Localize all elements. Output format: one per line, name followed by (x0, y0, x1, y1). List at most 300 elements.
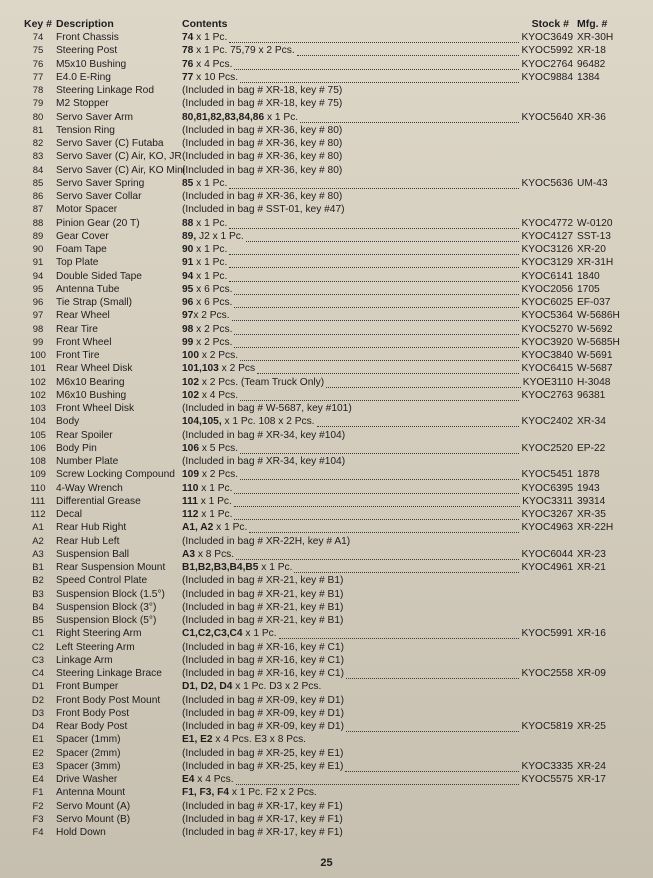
part-mfg-number: XR-18 (577, 45, 606, 57)
part-key: 91 (32, 257, 44, 269)
part-contents-cell (182, 522, 573, 533)
table-row (22, 270, 635, 283)
table-row (22, 323, 635, 336)
part-key: D1 (31, 681, 45, 693)
part-contents (182, 456, 345, 467)
part-contents-cell (182, 602, 573, 613)
part-key: F2 (32, 800, 44, 812)
part-description: Suspension Block (1.5°) (56, 588, 165, 600)
part-key: B5 (32, 615, 44, 627)
part-contents (182, 151, 342, 162)
table-row (22, 535, 635, 548)
part-description: Spacer (3mm) (56, 760, 121, 772)
part-contents-cell (182, 218, 573, 229)
part-contents (182, 165, 342, 176)
part-contents-quantity: x 2 Pcs. (193, 310, 230, 322)
table-row (22, 601, 635, 614)
part-description: Suspension Block (5°) (56, 615, 157, 627)
table-row (22, 455, 635, 468)
part-stock-number: KYOC5270 (521, 323, 573, 335)
part-contents-keys: E4 (182, 774, 195, 786)
part-contents-quantity: (Included in bag # XR-36, key # 80) (182, 164, 343, 176)
table-row (22, 773, 635, 786)
part-description: Front Body Post Mount (56, 694, 161, 706)
part-mfg-number: XR-20 (577, 244, 606, 256)
part-contents (182, 549, 234, 560)
header-mfg: Mfg. # (577, 18, 608, 30)
dotted-leader (229, 221, 519, 229)
part-contents-keys: 80,81,82,83,84,86 (182, 111, 265, 123)
table-row (22, 97, 635, 110)
part-stock-number: KYOE3110 (522, 376, 573, 388)
part-contents-cell (182, 774, 573, 785)
part-key: 78 (32, 85, 44, 97)
part-key: B4 (32, 601, 44, 613)
part-contents (182, 655, 344, 666)
part-contents-cell (182, 668, 573, 679)
part-mfg-number: XR-22H (577, 522, 614, 534)
part-contents (182, 734, 306, 745)
part-contents (182, 827, 343, 838)
part-key: 108 (30, 456, 46, 468)
part-contents-cell (182, 350, 573, 361)
part-key: 84 (32, 164, 44, 176)
part-contents-keys: 101,103 (182, 363, 219, 375)
part-key: 97 (32, 310, 44, 322)
part-contents (182, 350, 238, 361)
part-contents-cell (182, 85, 573, 96)
part-description: 4-Way Wrench (56, 482, 123, 494)
table-header (22, 14, 635, 30)
part-contents-quantity: (Included in bag # XR-25, key # E1) (182, 760, 344, 772)
part-contents (182, 363, 255, 374)
part-mfg-number: W-5687 (577, 363, 613, 375)
part-description: Right Steering Arm (56, 628, 142, 640)
table-row (22, 574, 635, 587)
part-contents-quantity: (Included in bag # XR-16, key # C1) (182, 654, 344, 666)
part-stock-number: KYOC4772 (521, 217, 573, 229)
part-contents (182, 562, 292, 573)
part-contents (182, 668, 344, 679)
part-contents-quantity: x 4 Pcs. (194, 774, 234, 786)
part-description: Front Body Post (56, 707, 130, 719)
table-row (22, 256, 635, 269)
part-contents-cell (182, 324, 573, 335)
part-key: 100 (30, 350, 46, 362)
part-stock-number: KYOC5636 (521, 177, 573, 189)
part-contents-quantity: (Included in bag # XR-09, key # D1) (182, 707, 344, 719)
table-row (22, 694, 635, 707)
part-mfg-number: XR-23 (577, 548, 606, 560)
header-description: Description (56, 18, 114, 30)
part-contents-keys: F1, F3, F4 (182, 787, 229, 799)
part-mfg-number: XR-21 (577, 562, 606, 574)
part-contents-cell (182, 655, 573, 666)
part-contents (182, 231, 244, 242)
part-contents-keys: 109 (182, 469, 199, 481)
part-key: B1 (32, 562, 44, 574)
part-contents-keys: 95 (182, 283, 194, 295)
part-contents-quantity: x 6 Pcs. (193, 283, 233, 295)
part-contents (182, 112, 298, 123)
part-contents-keys: 90 (182, 244, 194, 256)
part-key: 104 (30, 416, 46, 428)
part-contents-quantity: x 2 Pcs. (199, 469, 239, 481)
part-contents-keys: A1, A2 (182, 522, 214, 534)
part-description: Double Sided Tape (56, 270, 142, 282)
part-mfg-number: H-3048 (577, 376, 611, 388)
part-stock-number: KYOC5451 (521, 469, 573, 481)
part-contents (182, 310, 230, 321)
part-key: E2 (32, 747, 44, 759)
part-contents-quantity: (Included in bag # XR-17, key # F1) (182, 813, 343, 825)
part-contents-cell (182, 151, 573, 162)
part-description: Servo Mount (A) (56, 800, 131, 812)
dotted-leader (346, 724, 519, 732)
part-description: Steering Linkage Rod (56, 85, 154, 97)
part-contents-cell (182, 363, 573, 374)
part-mfg-number: UM-43 (577, 177, 608, 189)
part-contents-cell (182, 191, 573, 202)
part-contents-cell (182, 430, 573, 441)
part-contents (182, 271, 227, 282)
part-stock-number: KYOC5575 (521, 774, 573, 786)
part-description: Hold Down (56, 827, 106, 839)
part-contents-cell (182, 178, 573, 189)
part-contents (182, 748, 343, 759)
part-key: 74 (32, 32, 44, 44)
part-key: A2 (32, 535, 44, 547)
table-row (22, 415, 635, 428)
table-row (22, 111, 635, 124)
part-contents-quantity: x 6 Pcs. (193, 297, 233, 309)
part-description: Servo Saver Arm (56, 111, 133, 123)
part-description: Rear Wheel (56, 310, 110, 322)
table-row (22, 309, 635, 322)
header-contents: Contents (182, 18, 228, 30)
part-contents (182, 628, 277, 639)
table-row (22, 641, 635, 654)
part-contents (182, 774, 234, 785)
part-description: Servo Saver Collar (56, 191, 142, 203)
part-contents-quantity: (Included in bag # XR-34, key #104) (182, 456, 346, 468)
header-contents-cell (182, 18, 573, 30)
part-contents-cell (182, 787, 573, 798)
part-description: M2 Stopper (56, 98, 109, 110)
part-contents (182, 443, 238, 454)
part-key: 88 (32, 217, 44, 229)
part-mfg-number: XR-30H (577, 32, 614, 44)
part-contents-keys: D1, D2, D4 (182, 681, 233, 693)
part-contents (182, 761, 343, 772)
part-contents (182, 125, 342, 136)
part-key: 102 (30, 376, 46, 388)
part-contents (182, 416, 315, 427)
part-key: E4 (32, 774, 44, 786)
dotted-leader (249, 525, 519, 533)
part-contents-quantity: (Included in bag # XR-16, key # C1) (182, 641, 344, 653)
part-contents-quantity: x 1 Pc. (264, 111, 299, 123)
part-contents-keys: 102 (182, 389, 199, 401)
part-contents-quantity: x 2 Pcs. (193, 323, 233, 335)
part-contents-quantity: x 4 Pcs. E3 x 8 Pcs. (212, 734, 307, 746)
part-key: 87 (32, 204, 44, 216)
table-row (22, 561, 635, 574)
part-contents (182, 695, 344, 706)
part-contents (182, 814, 343, 825)
part-contents (182, 297, 232, 308)
part-contents-cell (182, 456, 573, 467)
part-description: Suspension Ball (56, 548, 130, 560)
part-contents (182, 536, 350, 547)
part-stock-number: KYOC3129 (521, 257, 573, 269)
part-contents-quantity: x 1 Pc. (242, 628, 277, 640)
part-contents-cell (182, 814, 573, 825)
part-contents-keys: 102 (182, 376, 199, 388)
part-key: 76 (32, 58, 44, 70)
table-row (22, 588, 635, 601)
part-contents-quantity: (Included in bag # XR-36, key # 80) (182, 124, 343, 136)
part-contents (182, 589, 343, 600)
part-contents-cell (182, 615, 573, 626)
part-description: M6x10 Bearing (56, 376, 125, 388)
part-stock-number: KYOC5819 (521, 721, 573, 733)
part-contents (182, 204, 345, 215)
part-key: A1 (32, 522, 44, 534)
part-mfg-number: 39314 (577, 495, 606, 507)
part-contents-keys: 94 (182, 270, 194, 282)
part-description: Antenna Tube (56, 283, 120, 295)
part-mfg-number: 96482 (577, 58, 606, 70)
part-contents-cell (182, 244, 573, 255)
dotted-leader (234, 287, 519, 295)
table-row (22, 58, 635, 71)
table-row (22, 760, 635, 773)
part-contents-quantity: x 1 Pc. (258, 562, 293, 574)
part-key: 75 (32, 45, 44, 57)
table-row (22, 548, 635, 561)
part-contents-quantity: J2 x 1 Pc. (196, 230, 244, 242)
part-contents-keys: 89, (182, 230, 197, 242)
part-contents (182, 178, 227, 189)
table-row (22, 826, 635, 839)
part-contents-cell (182, 708, 573, 719)
part-description: Rear Hub Right (56, 522, 127, 534)
part-contents-cell (182, 575, 573, 586)
dotted-leader (229, 181, 519, 189)
dotted-leader (229, 247, 519, 255)
part-mfg-number: XR-25 (577, 721, 606, 733)
part-contents (182, 191, 342, 202)
part-contents-cell (182, 377, 573, 388)
part-mfg-number: XR-17 (577, 774, 606, 786)
table-row (22, 707, 635, 720)
part-contents (182, 615, 343, 626)
part-description: Tie Strap (Small) (56, 297, 133, 309)
part-contents-quantity: (Included in bag # XR-36, key # 80) (182, 138, 343, 150)
table-row (22, 243, 635, 256)
dotted-leader (236, 777, 520, 785)
part-contents-quantity: x 4 Pcs. (199, 389, 239, 401)
part-contents-quantity: x 10 Pcs. (193, 71, 239, 83)
part-contents-cell (182, 509, 573, 520)
part-contents-cell (182, 72, 573, 83)
part-contents (182, 138, 342, 149)
dotted-leader (240, 75, 519, 83)
table-row (22, 468, 635, 481)
part-mfg-number: W-5692 (577, 323, 613, 335)
part-key: C3 (31, 654, 45, 666)
part-description: Linkage Arm (56, 654, 113, 666)
part-contents-quantity: x 2 Pcs. (199, 350, 239, 362)
part-contents-quantity: x 1 Pc. (193, 244, 228, 256)
dotted-leader (345, 764, 519, 772)
part-mfg-number: XR-09 (577, 668, 606, 680)
table-row (22, 614, 635, 627)
part-contents-cell (182, 257, 573, 268)
part-contents-cell (182, 443, 573, 454)
part-description: Left Steering Arm (56, 641, 135, 653)
part-contents-quantity: (Included in bag # XR-36, key # 80) (182, 151, 343, 163)
part-contents-cell (182, 536, 573, 547)
part-contents-quantity: x 1 Pc. (197, 495, 232, 507)
part-key: 79 (32, 98, 44, 110)
part-stock-number: KYOC6141 (521, 270, 573, 282)
part-contents-quantity: x 1 Pc. D3 x 2 Pcs. (232, 681, 322, 693)
dotted-leader (229, 260, 519, 268)
part-key: F3 (32, 813, 44, 825)
part-stock-number: KYOC2558 (521, 668, 573, 680)
part-contents (182, 642, 344, 653)
part-stock-number: KYOC5991 (521, 628, 573, 640)
part-mfg-number: W-5691 (577, 350, 613, 362)
part-contents-keys: 106 (182, 442, 199, 454)
part-key: E1 (32, 734, 44, 746)
part-description: Motor Spacer (56, 204, 118, 216)
part-description: Spacer (1mm) (56, 734, 121, 746)
part-mfg-number: XR-36 (577, 111, 606, 123)
part-contents-cell (182, 562, 573, 573)
part-contents (182, 324, 232, 335)
part-key: D2 (31, 694, 45, 706)
part-mfg-number: W-0120 (577, 217, 613, 229)
part-stock-number: KYOC9884 (521, 71, 573, 83)
part-key: D3 (31, 707, 45, 719)
table-row (22, 31, 635, 44)
part-key: 83 (32, 151, 44, 163)
dotted-leader (236, 552, 519, 560)
dotted-leader (346, 671, 519, 679)
part-contents-keys: 110 (182, 482, 199, 494)
part-stock-number: KYOC2056 (521, 283, 573, 295)
part-stock-number: KYOC3335 (521, 760, 573, 772)
part-contents-cell (182, 231, 573, 242)
part-contents-cell (182, 59, 573, 70)
table-row (22, 177, 635, 190)
part-contents-quantity: x 2 Pcs (218, 363, 256, 375)
part-mfg-number: 1943 (577, 482, 600, 494)
part-contents-keys: 98 (182, 323, 194, 335)
part-key: 89 (32, 230, 44, 242)
part-contents-keys: 104,105, (182, 416, 222, 428)
part-contents-quantity: x 8 Pcs. (195, 548, 235, 560)
part-contents-keys: 77 (182, 71, 194, 83)
part-contents-cell (182, 589, 573, 600)
part-key: 86 (32, 191, 44, 203)
part-key: 106 (30, 442, 46, 454)
part-contents-keys: 78 (182, 45, 194, 57)
part-stock-number: KYOC6415 (521, 363, 573, 375)
part-contents (182, 721, 344, 732)
part-key: B2 (32, 575, 44, 587)
table-row (22, 521, 635, 534)
part-mfg-number: XR-35 (577, 509, 606, 521)
table-row (22, 296, 635, 309)
part-stock-number: KYOC5364 (521, 310, 573, 322)
part-contents (182, 602, 343, 613)
table-row (22, 336, 635, 349)
part-contents-cell (182, 827, 573, 838)
part-key: A3 (32, 548, 44, 560)
part-mfg-number: EF-037 (577, 297, 611, 309)
part-contents (182, 483, 232, 494)
part-key: F1 (32, 787, 44, 799)
dotted-leader (229, 35, 519, 43)
table-row (22, 164, 635, 177)
part-description: Servo Saver (C) Air, KO, JR (56, 151, 182, 163)
part-key: 103 (30, 403, 46, 415)
part-contents-cell (182, 416, 573, 427)
table-row (22, 800, 635, 813)
table-row (22, 482, 635, 495)
table-row (22, 124, 635, 137)
part-description: Body Pin (56, 442, 97, 454)
part-stock-number: KYOC5640 (521, 111, 573, 123)
part-key: 80 (32, 111, 44, 123)
header-stock: Stock # (531, 18, 569, 30)
part-mfg-number: XR-34 (577, 416, 606, 428)
part-description: Rear Suspension Mount (56, 562, 166, 574)
part-stock-number: KYOC5992 (521, 45, 573, 57)
part-mfg-number: W-5685H (577, 336, 620, 348)
table-row (22, 217, 635, 230)
part-contents (182, 284, 232, 295)
table-row (22, 747, 635, 760)
part-contents (182, 98, 342, 109)
part-contents-cell (182, 310, 573, 321)
table-row (22, 508, 635, 521)
dotted-leader (234, 499, 520, 507)
part-contents-cell (182, 483, 573, 494)
part-contents (182, 72, 238, 83)
part-mfg-number: EP-22 (577, 442, 606, 454)
table-row (22, 680, 635, 693)
part-contents-quantity: (Included in bag # XR-21, key # B1) (182, 601, 344, 613)
part-description: Top Plate (56, 257, 99, 269)
dotted-leader (234, 340, 519, 348)
part-contents-quantity: (Included in bag # XR-21, key # B1) (182, 615, 344, 627)
part-contents-keys: 74 (182, 32, 194, 44)
part-key: 81 (32, 124, 44, 136)
part-key: F4 (32, 827, 44, 839)
dotted-leader (317, 419, 520, 427)
part-contents (182, 337, 232, 348)
part-contents-keys: 97 (182, 310, 194, 322)
part-contents-quantity: (Included in bag # W-5687, key #101) (182, 403, 352, 415)
part-description: Rear Tire (56, 323, 98, 335)
part-contents-cell (182, 390, 573, 401)
part-contents (182, 59, 232, 70)
